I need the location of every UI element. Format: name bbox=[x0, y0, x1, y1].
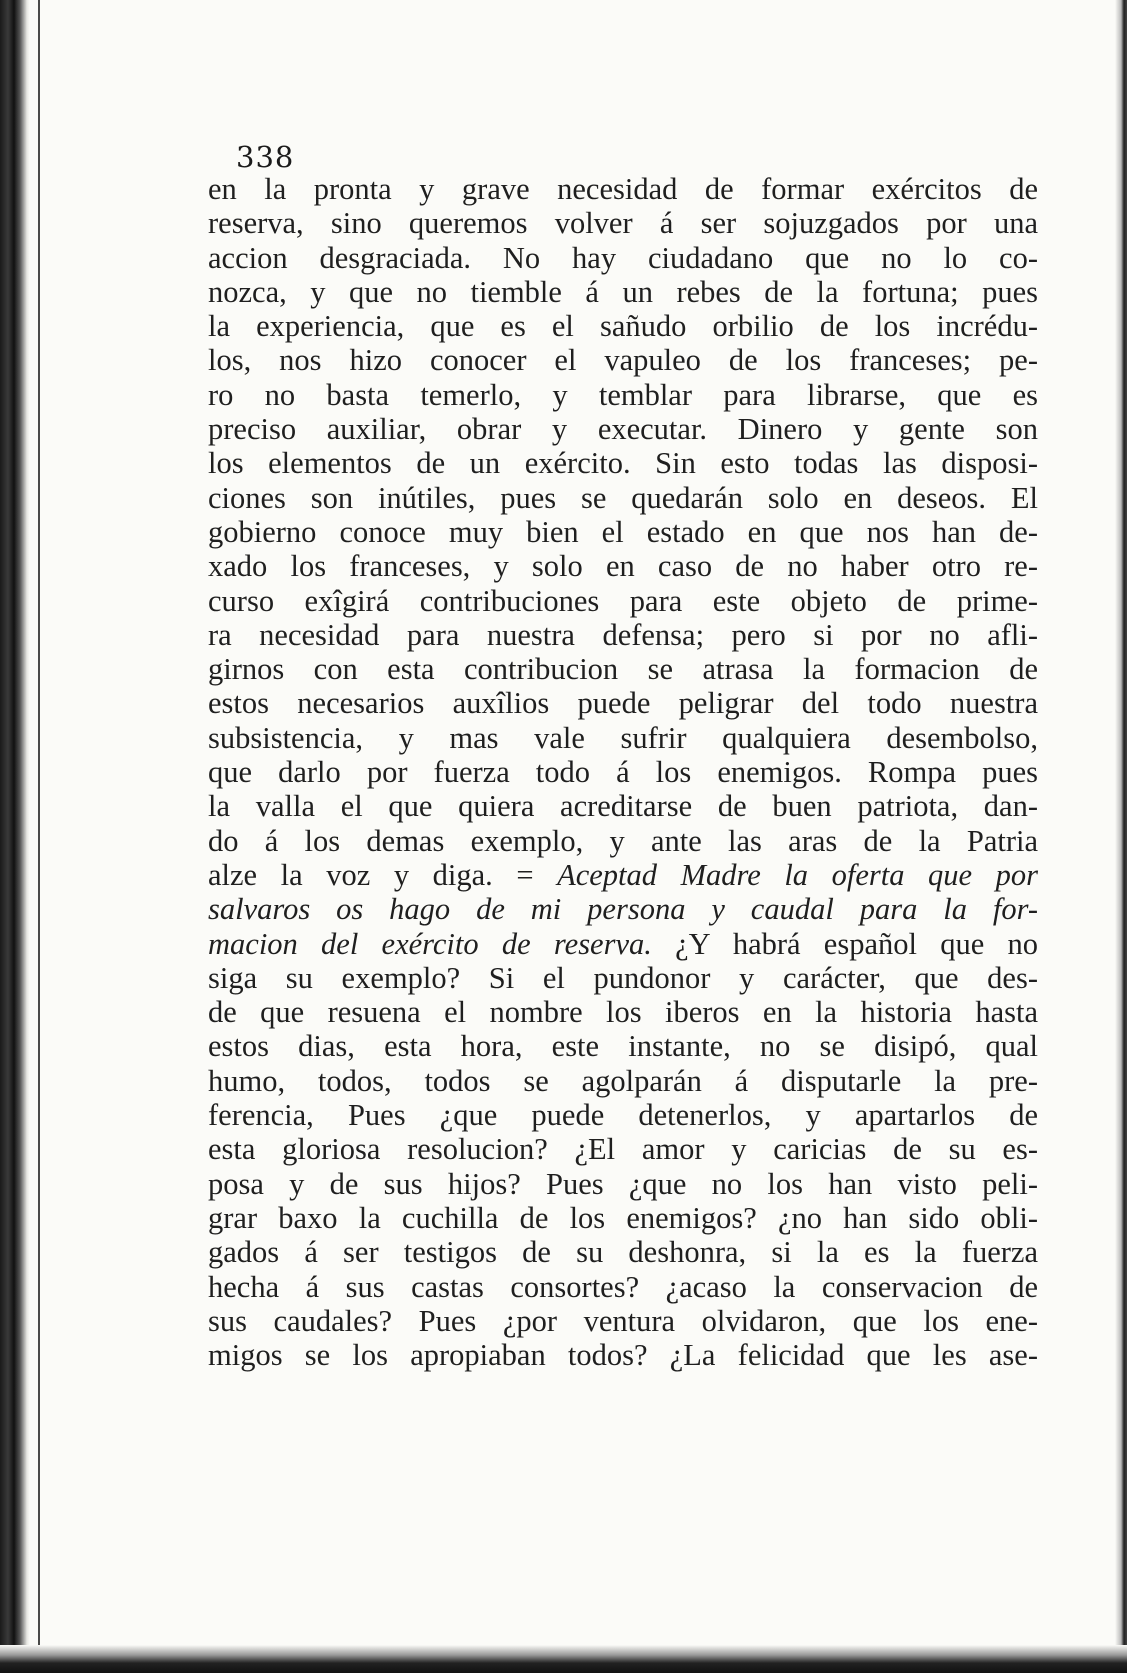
text-line: nozca, y que no tiemble á un rebes de la fortuna; pues bbox=[208, 274, 1038, 309]
text-line: girnos con esta contribucion se atrasa la formacion de bbox=[208, 652, 1038, 687]
text-line: gobierno conoce muy bien el estado en que nos han de- bbox=[208, 514, 1038, 549]
text-line: hecha á sus castas consortes? ¿acaso la conservacion de bbox=[208, 1269, 1038, 1304]
body-text bbox=[208, 172, 1038, 1372]
text-line: los, nos hizo conocer el vapuleo de los franceses; pe- bbox=[208, 343, 1038, 378]
text-line: en la pronta y grave necesidad de formar exércitos de bbox=[208, 172, 1038, 206]
text-line: la experiencia, que es el sañudo orbilio de los incrédu- bbox=[208, 309, 1038, 344]
text-line: que darlo por fuerza todo á los enemigos. Rompa pues bbox=[208, 755, 1038, 790]
text-line: esta gloriosa resolucion? ¿El amor y caricias de su es- bbox=[208, 1132, 1038, 1167]
page-number: 338 bbox=[236, 140, 295, 174]
text-line: alze la voz y diga. = Aceptad Madre la oferta que por bbox=[208, 857, 1038, 892]
page-bottom-edge bbox=[0, 1645, 1127, 1673]
text-line: grar baxo la cuchilla de los enemigos? ¿no han sido obli- bbox=[208, 1200, 1038, 1235]
text-line: estos necesarios auxîlios puede peligrar del todo nuestra bbox=[208, 686, 1038, 721]
text-line: estos dias, esta hora, este instante, no se disipó, qual bbox=[208, 1029, 1038, 1064]
text-line: reserva, sino queremos volver á ser sojuzgados por una bbox=[208, 206, 1038, 241]
text-line: ro no basta temerlo, y temblar para librarse, que es bbox=[208, 377, 1038, 412]
book-binding-edge bbox=[0, 0, 30, 1673]
text-line: los elementos de un exército. Sin esto todas las disposi- bbox=[208, 446, 1038, 481]
text-line: salvaros os hago de mi persona y caudal para la for- bbox=[208, 892, 1038, 927]
text-line: curso exîgirá contribuciones para este objeto de prime- bbox=[208, 583, 1038, 618]
text-line: posa y de sus hijos? Pues ¿que no los han visto peli- bbox=[208, 1166, 1038, 1201]
text-line: gados á ser testigos de su deshonra, si la es la fuerza bbox=[208, 1235, 1038, 1270]
page-gutter-line bbox=[38, 0, 40, 1673]
text-line: siga su exemplo? Si el pundonor y carácter, que des- bbox=[208, 960, 1038, 995]
text-line: macion del exército de reserva. ¿Y habrá español que no bbox=[208, 926, 1039, 961]
text-line: ciones son inútiles, pues se quedarán solo en deseos. El bbox=[208, 480, 1038, 515]
text-line: ferencia, Pues ¿que puede detenerlos, y apartarlos de bbox=[208, 1098, 1038, 1133]
text-line: humo, todos, todos se agolparán á disputarle la pre- bbox=[208, 1063, 1038, 1098]
text-line: migos se los apropiaban todos? ¿La felicidad que les ase- bbox=[208, 1338, 1038, 1373]
text-line: preciso auxiliar, obrar y executar. Dinero y gente son bbox=[208, 412, 1038, 447]
text-line: xado los franceses, y solo en caso de no haber otro re- bbox=[208, 549, 1038, 584]
text-line: la valla el que quiera acreditarse de buen patriota, dan- bbox=[208, 789, 1038, 824]
page-right-edge bbox=[1115, 0, 1127, 1673]
text-line: de que resuena el nombre los iberos en la historia hasta bbox=[208, 995, 1038, 1030]
text-line: sus caudales? Pues ¿por ventura olvidaron, que los ene- bbox=[208, 1303, 1038, 1338]
text-line: subsistencia, y mas vale sufrir qualquiera desembolso, bbox=[208, 720, 1038, 755]
text-line: do á los demas exemplo, y ante las aras de la Patria bbox=[208, 823, 1038, 858]
text-line: accion desgraciada. No hay ciudadano que no lo co- bbox=[208, 240, 1038, 275]
text-line: ra necesidad para nuestra defensa; pero si por no afli- bbox=[208, 617, 1038, 652]
